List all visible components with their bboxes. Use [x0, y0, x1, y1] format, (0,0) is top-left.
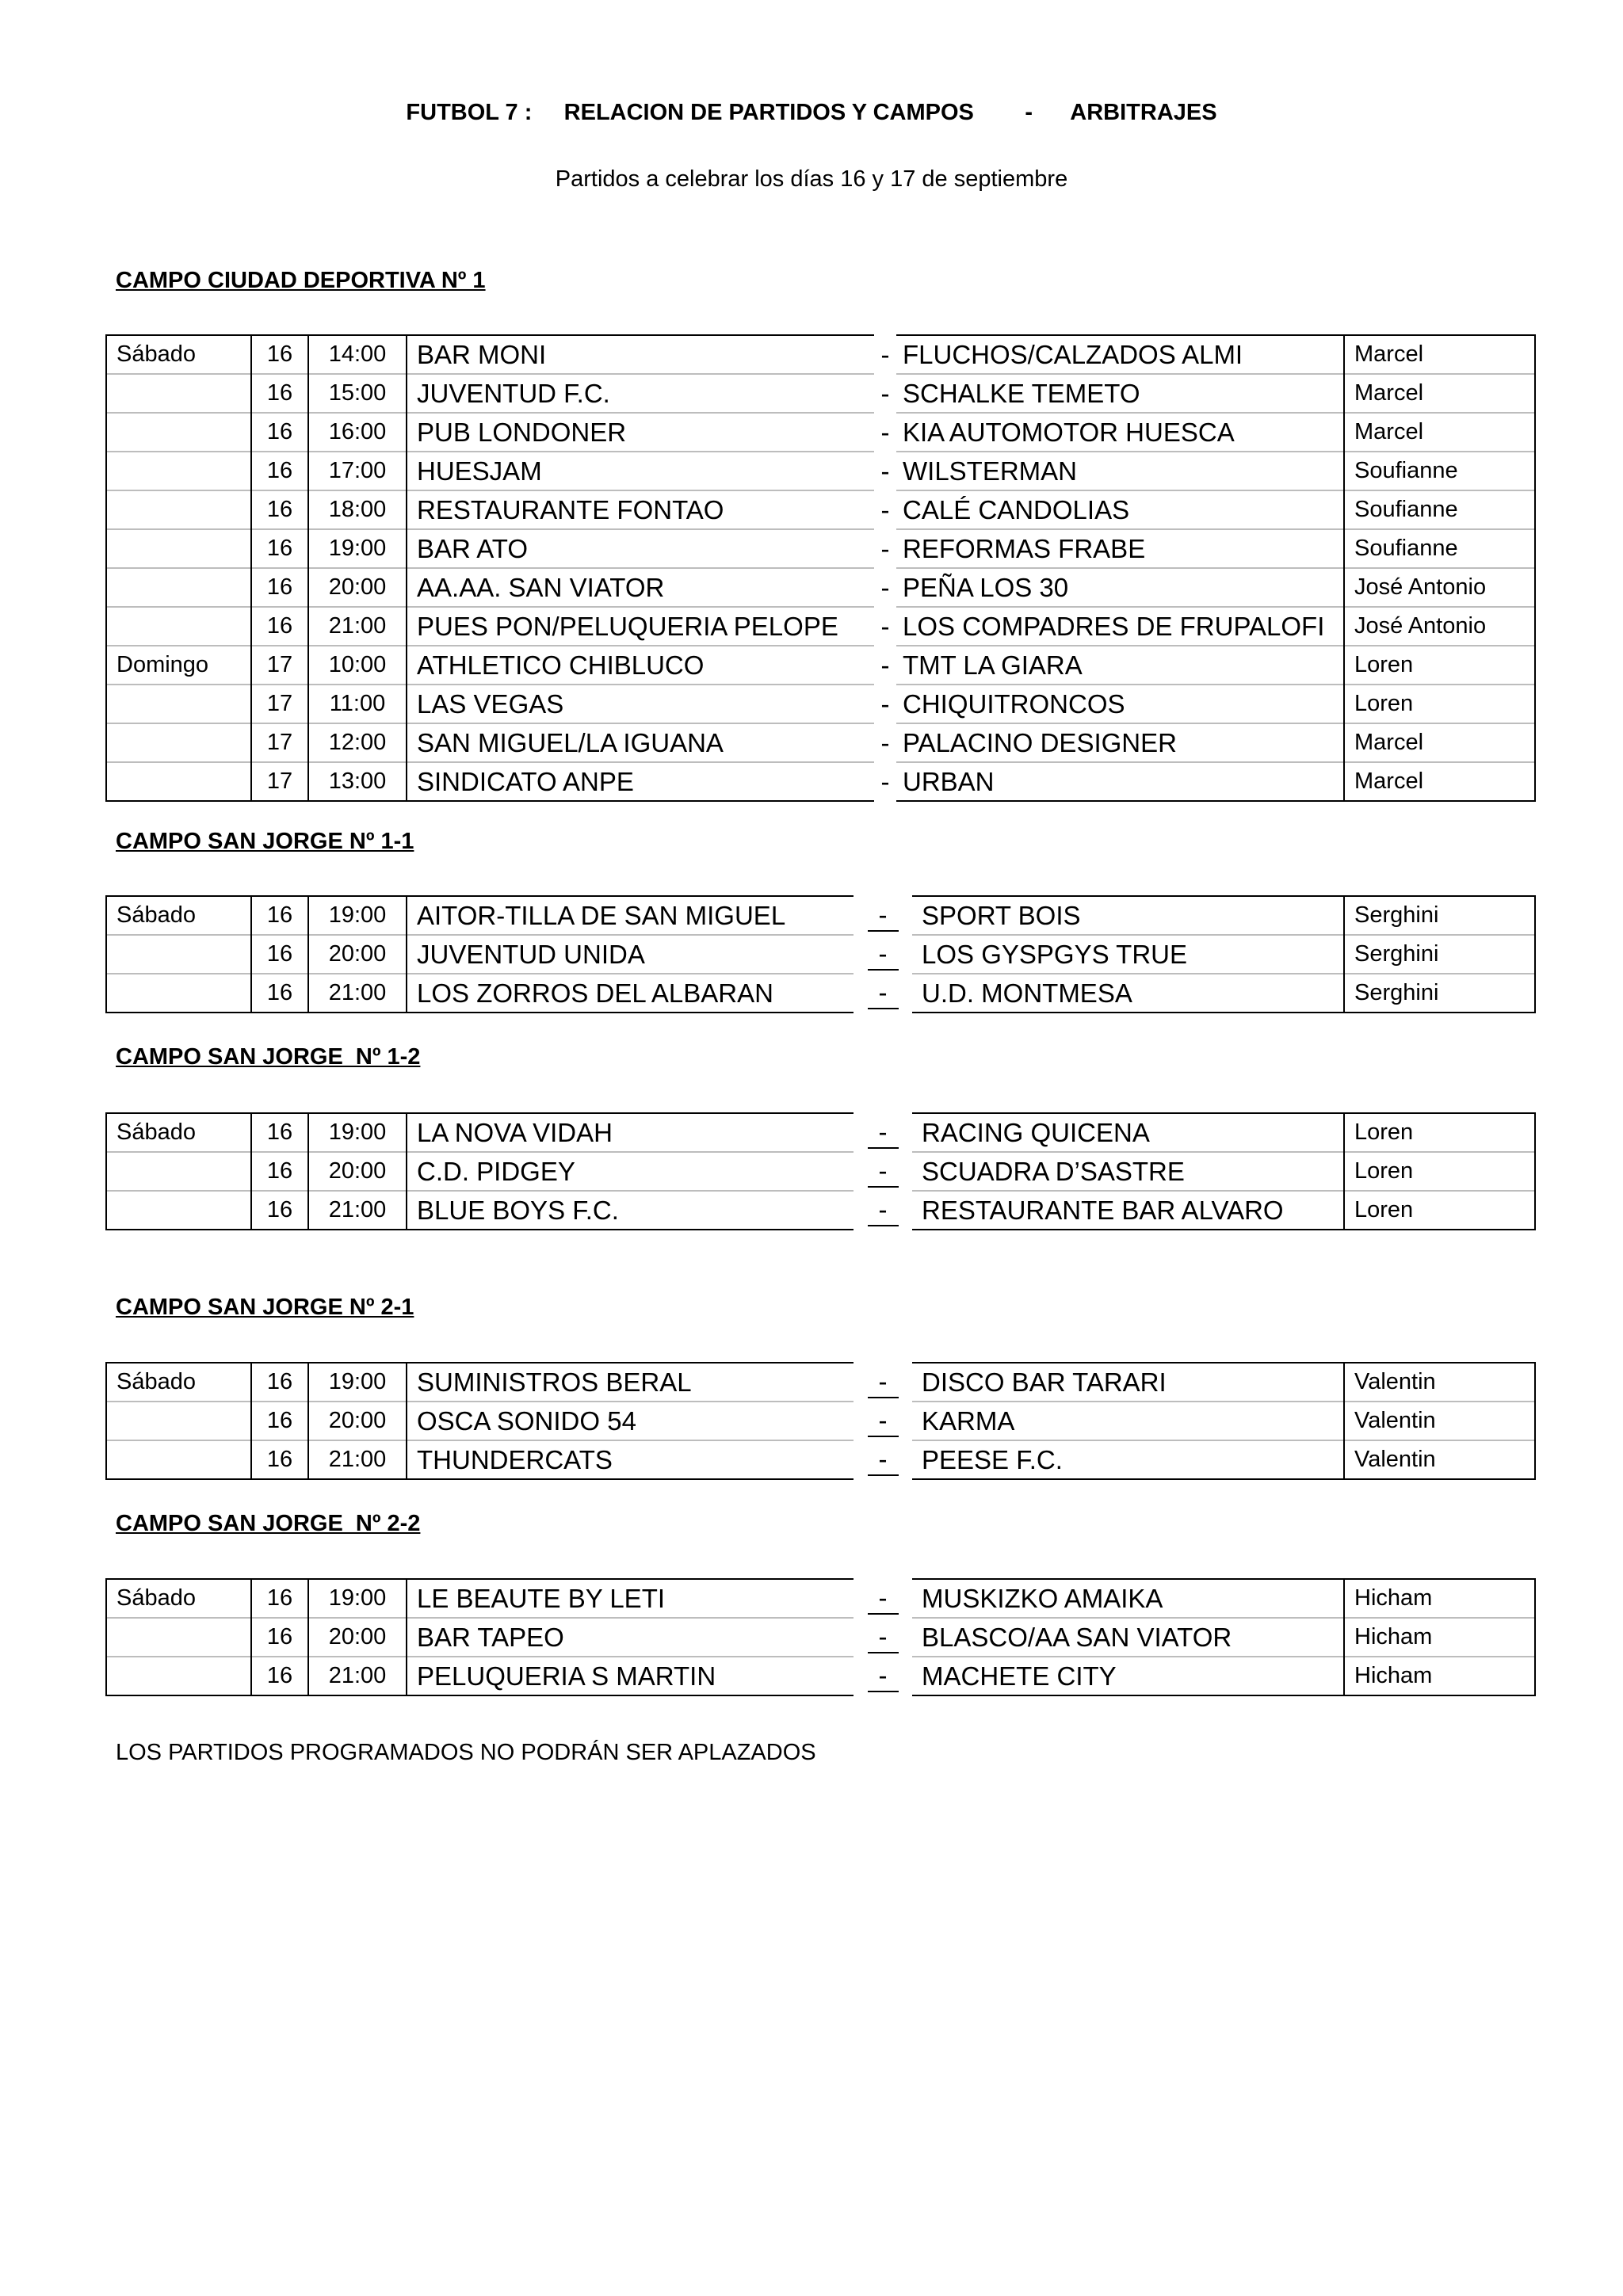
match-date: 16 — [251, 1579, 308, 1618]
versus-separator — [854, 896, 912, 935]
page-title: FUTBOL 7 : RELACION DE PARTIDOS Y CAMPOS - ARBITRAJES — [406, 100, 1217, 125]
match-row — [106, 723, 1535, 762]
referee: Marcel — [1344, 374, 1535, 413]
match-time: 15:00 — [308, 374, 407, 413]
versus-separator — [854, 1618, 912, 1657]
home-team: BAR TAPEO — [407, 1618, 854, 1657]
versus-separator — [854, 974, 912, 1013]
home-team: LE BEAUTE BY LETI — [407, 1579, 854, 1618]
versus-separator: - — [874, 529, 896, 568]
match-time: 13:00 — [308, 762, 407, 801]
match-day: Sábado — [106, 1363, 251, 1402]
section-title-san-jorge-2-2: CAMPO SAN JORGE Nº 2-2 — [116, 1511, 421, 1536]
match-day — [106, 723, 251, 762]
match-time: 21:00 — [308, 1191, 407, 1230]
versus-dash: - — [868, 900, 899, 932]
referee: Valentin — [1344, 1402, 1535, 1440]
away-team: U.D. MONTMESA — [912, 974, 1344, 1013]
match-day: Sábado — [106, 896, 251, 935]
match-row — [106, 896, 1535, 935]
home-team: SAN MIGUEL/LA IGUANA — [407, 723, 874, 762]
home-team: AITOR-TILLA DE SAN MIGUEL — [407, 896, 854, 935]
home-team: OSCA SONIDO 54 — [407, 1402, 854, 1440]
match-time: 11:00 — [308, 685, 407, 723]
match-row — [106, 685, 1535, 723]
page-subtitle: Partidos a celebrar los días 16 y 17 de septiembre — [555, 166, 1068, 192]
match-date: 16 — [251, 1363, 308, 1402]
match-day — [106, 1191, 251, 1230]
match-time: 20:00 — [308, 1402, 407, 1440]
match-day — [106, 490, 251, 529]
match-date: 16 — [251, 1152, 308, 1191]
home-team: ATHLETICO CHIBLUCO — [407, 646, 874, 685]
away-team: WILSTERMAN — [896, 452, 1344, 490]
match-time: 19:00 — [308, 896, 407, 935]
match-day — [106, 452, 251, 490]
match-row — [106, 762, 1535, 801]
referee: Loren — [1344, 1152, 1535, 1191]
referee: Marcel — [1344, 335, 1535, 374]
versus-separator — [854, 1402, 912, 1440]
match-time: 14:00 — [308, 335, 407, 374]
match-time: 19:00 — [308, 529, 407, 568]
versus-separator — [854, 1440, 912, 1479]
match-time: 19:00 — [308, 1579, 407, 1618]
match-date: 16 — [251, 935, 308, 974]
match-time: 21:00 — [308, 1440, 407, 1479]
home-team: SUMINISTROS BERAL — [407, 1363, 854, 1402]
home-team: BAR MONI — [407, 335, 874, 374]
match-time: 17:00 — [308, 452, 407, 490]
referee: Marcel — [1344, 413, 1535, 452]
match-time: 12:00 — [308, 723, 407, 762]
away-team: FLUCHOS/CALZADOS ALMI — [896, 335, 1344, 374]
away-team: SCUADRA D’SASTRE — [912, 1152, 1344, 1191]
versus-dash: - — [868, 939, 899, 971]
home-team: RESTAURANTE FONTAO — [407, 490, 874, 529]
match-time: 18:00 — [308, 490, 407, 529]
home-team: BAR ATO — [407, 529, 874, 568]
away-team: REFORMAS FRABE — [896, 529, 1344, 568]
match-row — [106, 935, 1535, 974]
match-row — [106, 1579, 1535, 1618]
match-time: 19:00 — [308, 1113, 407, 1152]
match-row — [106, 1618, 1535, 1657]
match-row — [106, 1191, 1535, 1230]
away-team: PEESE F.C. — [912, 1440, 1344, 1479]
match-day — [106, 762, 251, 801]
match-day: Sábado — [106, 1113, 251, 1152]
away-team: LOS GYSPGYS TRUE — [912, 935, 1344, 974]
home-team: LA NOVA VIDAH — [407, 1113, 854, 1152]
versus-dash: - — [868, 1367, 899, 1398]
versus-separator — [854, 1191, 912, 1230]
away-team: KIA AUTOMOTOR HUESCA — [896, 413, 1344, 452]
away-team: PALACINO DESIGNER — [896, 723, 1344, 762]
referee: Valentin — [1344, 1440, 1535, 1479]
match-time: 21:00 — [308, 1657, 407, 1695]
match-row — [106, 1402, 1535, 1440]
section-title-san-jorge-1-2: CAMPO SAN JORGE Nº 1-2 — [116, 1044, 421, 1070]
versus-separator: - — [874, 607, 896, 646]
footer-note: LOS PARTIDOS PROGRAMADOS NO PODRÁN SER APLAZADOS — [116, 1740, 816, 1765]
referee: Serghini — [1344, 974, 1535, 1013]
match-date: 17 — [251, 646, 308, 685]
referee: Soufianne — [1344, 490, 1535, 529]
home-team: JUVENTUD F.C. — [407, 374, 874, 413]
referee: Marcel — [1344, 723, 1535, 762]
referee: Soufianne — [1344, 529, 1535, 568]
home-team: JUVENTUD UNIDA — [407, 935, 854, 974]
away-team: RACING QUICENA — [912, 1113, 1344, 1152]
match-day — [106, 1657, 251, 1695]
versus-separator: - — [874, 762, 896, 801]
referee: Marcel — [1344, 762, 1535, 801]
home-team: THUNDERCATS — [407, 1440, 854, 1479]
match-date: 16 — [251, 374, 308, 413]
home-team: BLUE BOYS F.C. — [407, 1191, 854, 1230]
away-team: TMT LA GIARA — [896, 646, 1344, 685]
schedule-table-san-jorge-1-1 — [105, 895, 1536, 1013]
home-team: SINDICATO ANPE — [407, 762, 874, 801]
away-team: CALÉ CANDOLIAS — [896, 490, 1344, 529]
match-row — [106, 1440, 1535, 1479]
match-time: 10:00 — [308, 646, 407, 685]
versus-dash: - — [868, 978, 899, 1009]
match-date: 16 — [251, 490, 308, 529]
versus-separator: - — [874, 452, 896, 490]
versus-dash: - — [868, 1117, 899, 1149]
match-row — [106, 490, 1535, 529]
away-team: RESTAURANTE BAR ALVARO — [912, 1191, 1344, 1230]
match-row — [106, 1363, 1535, 1402]
match-day: Domingo — [106, 646, 251, 685]
match-date: 16 — [251, 529, 308, 568]
schedule-table-san-jorge-1-2 — [105, 1112, 1536, 1230]
versus-separator: - — [874, 413, 896, 452]
match-date: 16 — [251, 335, 308, 374]
home-team: PELUQUERIA S MARTIN — [407, 1657, 854, 1695]
match-row — [106, 974, 1535, 1013]
referee: Hicham — [1344, 1618, 1535, 1657]
match-date: 16 — [251, 607, 308, 646]
match-time: 20:00 — [308, 1152, 407, 1191]
referee: Loren — [1344, 1191, 1535, 1230]
referee: Hicham — [1344, 1579, 1535, 1618]
match-row — [106, 452, 1535, 490]
match-time: 20:00 — [308, 568, 407, 607]
away-team: URBAN — [896, 762, 1344, 801]
match-time: 20:00 — [308, 1618, 407, 1657]
versus-separator — [854, 1152, 912, 1191]
versus-separator: - — [874, 646, 896, 685]
versus-dash: - — [868, 1622, 899, 1653]
versus-separator — [854, 1363, 912, 1402]
referee: José Antonio — [1344, 568, 1535, 607]
versus-dash: - — [868, 1661, 899, 1692]
match-date: 17 — [251, 685, 308, 723]
match-date: 16 — [251, 452, 308, 490]
home-team: PUB LONDONER — [407, 413, 874, 452]
match-row — [106, 1113, 1535, 1152]
referee: José Antonio — [1344, 607, 1535, 646]
referee: Serghini — [1344, 896, 1535, 935]
match-day — [106, 529, 251, 568]
referee: Loren — [1344, 646, 1535, 685]
versus-dash: - — [868, 1156, 899, 1188]
match-day — [106, 1618, 251, 1657]
match-day — [106, 1402, 251, 1440]
match-row — [106, 646, 1535, 685]
versus-separator: - — [874, 374, 896, 413]
match-day — [106, 568, 251, 607]
away-team: KARMA — [912, 1402, 1344, 1440]
versus-dash: - — [868, 1195, 899, 1226]
away-team: LOS COMPADRES DE FRUPALOFI — [896, 607, 1344, 646]
match-day: Sábado — [106, 1579, 251, 1618]
schedule-table-san-jorge-2-2 — [105, 1578, 1536, 1696]
section-title-san-jorge-1-1: CAMPO SAN JORGE Nº 1-1 — [116, 829, 414, 854]
versus-separator — [854, 1579, 912, 1618]
referee: Hicham — [1344, 1657, 1535, 1695]
versus-separator: - — [874, 685, 896, 723]
versus-separator: - — [874, 568, 896, 607]
match-date: 16 — [251, 1657, 308, 1695]
away-team: CHIQUITRONCOS — [896, 685, 1344, 723]
match-date: 16 — [251, 1440, 308, 1479]
match-row — [106, 568, 1535, 607]
match-day — [106, 974, 251, 1013]
match-row — [106, 529, 1535, 568]
versus-separator — [854, 1113, 912, 1152]
away-team: SPORT BOIS — [912, 896, 1344, 935]
away-team: DISCO BAR TARARI — [912, 1363, 1344, 1402]
match-date: 16 — [251, 974, 308, 1013]
match-row — [106, 1657, 1535, 1695]
home-team: C.D. PIDGEY — [407, 1152, 854, 1191]
schedule-table-ciudad-deportiva-1 — [105, 334, 1536, 802]
match-row — [106, 335, 1535, 374]
away-team: BLASCO/AA SAN VIATOR — [912, 1618, 1344, 1657]
away-team: SCHALKE TEMETO — [896, 374, 1344, 413]
match-day — [106, 935, 251, 974]
match-row — [106, 413, 1535, 452]
referee: Loren — [1344, 685, 1535, 723]
match-day — [106, 1152, 251, 1191]
referee: Valentin — [1344, 1363, 1535, 1402]
section-title-san-jorge-2-1: CAMPO SAN JORGE Nº 2-1 — [116, 1295, 414, 1320]
match-date: 17 — [251, 762, 308, 801]
versus-separator — [854, 935, 912, 974]
schedule-table-san-jorge-2-1 — [105, 1362, 1536, 1480]
versus-separator — [854, 1657, 912, 1695]
versus-separator: - — [874, 335, 896, 374]
home-team: LOS ZORROS DEL ALBARAN — [407, 974, 854, 1013]
home-team: HUESJAM — [407, 452, 874, 490]
match-date: 16 — [251, 1191, 308, 1230]
match-date: 16 — [251, 896, 308, 935]
match-day: Sábado — [106, 335, 251, 374]
match-day — [106, 374, 251, 413]
home-team: PUES PON/PELUQUERIA PELOPE — [407, 607, 874, 646]
match-time: 19:00 — [308, 1363, 407, 1402]
match-day — [106, 1440, 251, 1479]
match-date: 16 — [251, 1618, 308, 1657]
referee: Serghini — [1344, 935, 1535, 974]
away-team: MACHETE CITY — [912, 1657, 1344, 1695]
match-row — [106, 374, 1535, 413]
versus-dash: - — [868, 1444, 899, 1476]
away-team: MUSKIZKO AMAIKA — [912, 1579, 1344, 1618]
home-team: LAS VEGAS — [407, 685, 874, 723]
away-team: PEÑA LOS 30 — [896, 568, 1344, 607]
match-time: 21:00 — [308, 974, 407, 1013]
match-date: 16 — [251, 568, 308, 607]
versus-separator: - — [874, 490, 896, 529]
match-row — [106, 607, 1535, 646]
versus-dash: - — [868, 1583, 899, 1615]
match-time: 16:00 — [308, 413, 407, 452]
match-day — [106, 413, 251, 452]
match-row — [106, 1152, 1535, 1191]
versus-separator: - — [874, 723, 896, 762]
referee: Loren — [1344, 1113, 1535, 1152]
match-date: 17 — [251, 723, 308, 762]
match-time: 20:00 — [308, 935, 407, 974]
match-date: 16 — [251, 1402, 308, 1440]
match-day — [106, 685, 251, 723]
match-date: 16 — [251, 1113, 308, 1152]
home-team: AA.AA. SAN VIATOR — [407, 568, 874, 607]
referee: Soufianne — [1344, 452, 1535, 490]
match-date: 16 — [251, 413, 308, 452]
section-title-ciudad-deportiva-1: CAMPO CIUDAD DEPORTIVA Nº 1 — [116, 268, 486, 293]
match-day — [106, 607, 251, 646]
match-time: 21:00 — [308, 607, 407, 646]
versus-dash: - — [868, 1405, 899, 1437]
